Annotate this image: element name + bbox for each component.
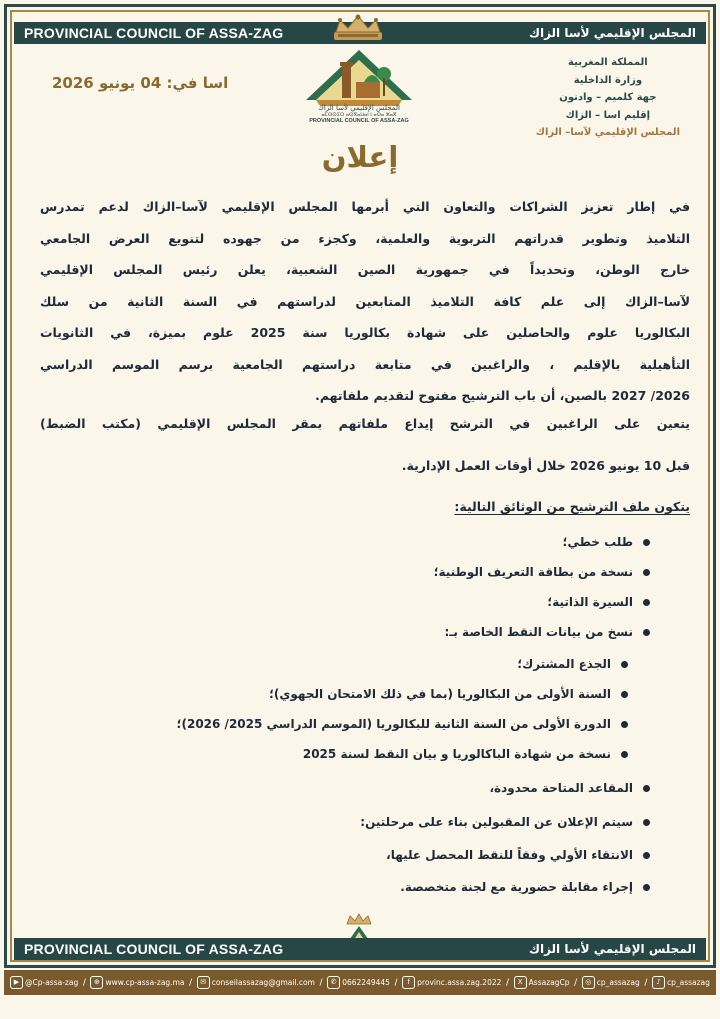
- bullet-icon: [621, 691, 628, 698]
- note-text: إجراء مقابلة حضورية مع لجنة متخصصة.: [400, 880, 633, 894]
- facebook-icon: f: [402, 976, 415, 989]
- page-title: إعلان: [321, 140, 399, 174]
- sub-list-item-text: الجذع المشترك؛: [517, 657, 611, 671]
- mail-icon: ✉: [197, 976, 210, 989]
- header-region: جهة كلميم – وادنون: [559, 92, 657, 103]
- sub-list-item: [303, 747, 628, 761]
- header-kingdom: المملكة المغربية: [568, 57, 648, 68]
- note-item: [360, 815, 650, 829]
- footer-youtube[interactable]: [10, 976, 78, 989]
- logo-en-text: PROVINCIAL COUNCIL OF ASSA-ZAG: [309, 118, 409, 124]
- bullet-icon: [643, 819, 650, 826]
- footer-separator: /: [574, 977, 578, 988]
- footer-instagram-text: cp_assazag: [596, 978, 640, 987]
- footer-whatsapp-text: 0662249445: [342, 978, 390, 987]
- bullet-icon: [643, 569, 650, 576]
- footer-separator: /: [394, 977, 398, 988]
- footer-separator: /: [189, 977, 193, 988]
- header-province: إقليم اسا – الزاك: [565, 109, 651, 121]
- globe-icon: ⊕: [90, 976, 103, 989]
- bullet-icon: [643, 599, 650, 606]
- footer-separator: /: [506, 977, 510, 988]
- banner-ar-title: المجلس الإقليمي لأسا الزاك: [528, 26, 696, 40]
- bullet-icon: [621, 721, 628, 728]
- crown-icon: [330, 14, 386, 42]
- logo-caption: [296, 104, 422, 124]
- deadline-text: قبل 10 يونيو 2026 خلال أوقات العمل الإدارية.: [401, 458, 690, 473]
- documents-list-title: يتكون ملف الترشيح من الوثائق التالية:: [454, 499, 690, 514]
- footer-x-text: AssazagCp: [528, 978, 570, 987]
- note-text: سيتم الإعلان عن المقبولين بناء على مرحلتين:: [360, 815, 633, 829]
- footer-tiktok-text: cp_assazag: [666, 978, 710, 987]
- sub-list-item-text: السنة الأولى من البكالوريا (بما في ذلك الامتحان الجهوي)؛: [269, 687, 611, 701]
- intro-paragraph: [40, 191, 690, 412]
- issue-date: اسا في: 04 يونيو 2026: [52, 74, 229, 92]
- bullet-icon: [621, 661, 628, 668]
- institution-header: [536, 54, 680, 142]
- sub-list-item-text: نسخة من شهادة الباكالوريا و بيان النقط لسنة 2025: [302, 747, 611, 761]
- intro-line: التلاميذ وتطوير قدراتهم التربوية والعلمية، وكجزء من جهوده لتنويع العرض الجامعي: [40, 230, 690, 246]
- bullet-icon: [643, 539, 650, 546]
- bullet-icon: [643, 629, 650, 636]
- logo-tifinagh-text: ⴰⵎⵙⵙⵉⵔ ⴰⵙⴳⴰⵡⴰⵏ ⵏ ⴰⵙⴰ ⵣⴰⴳ: [321, 112, 397, 118]
- bullet-icon: [621, 751, 628, 758]
- footer-website-text: www.cp-assa-zag.ma: [105, 978, 185, 987]
- bottom-banner: [14, 938, 706, 960]
- note-item: [489, 781, 650, 795]
- list-item: [563, 535, 650, 549]
- bullet-icon: [643, 852, 650, 859]
- intro-line: البكالوريا علوم والحاصلين على شهادة بكالوريا سنة 2025 علوم بميزة، في الثانويات: [40, 325, 690, 340]
- sub-list-item-text: الدورة الأولى من السنة الثانية للبكالوريا (الموسم الدراسي 2025/ 2026)؛: [176, 717, 611, 731]
- whatsapp-icon: ✆: [327, 976, 340, 989]
- sub-list-item: [517, 657, 628, 671]
- footer-separator: /: [319, 977, 323, 988]
- banner-en-title: PROVINCIAL COUNCIL OF ASSA-ZAG: [24, 25, 284, 41]
- footer-email-text: conseilassazag@gmail.com: [211, 978, 315, 987]
- list-item: [434, 565, 650, 579]
- footer-youtube-text: @Cp-assa-zag: [25, 978, 79, 987]
- footer-email[interactable]: [197, 976, 315, 989]
- intro-line: 2026/ 2027 بالصين، أن باب الترشيح مفتوح لتقديم ملفاتهم.: [315, 388, 690, 403]
- note-item: [386, 848, 650, 862]
- intro-line: التأهيلية بالإقليم ، والراغبين في متابعة دراستهم الجامعية برسم الموسم الدراسي: [40, 356, 690, 372]
- list-item: [547, 595, 650, 609]
- footer-website[interactable]: [90, 976, 184, 989]
- bullet-icon: [643, 884, 650, 891]
- footer-x[interactable]: [514, 976, 570, 989]
- footer-instagram[interactable]: [582, 976, 640, 989]
- header-council: المجلس الإقليمي لآسا– الزاك: [535, 127, 680, 138]
- footer-facebook-text: provinc.assa.zag.2022: [417, 978, 502, 987]
- instagram-icon: ◎: [582, 976, 595, 989]
- intro-line: لآسا–الزاك إلى علم كافة التلاميذ المتابعين لدراستهم في السنة الثانية من سلك: [40, 293, 690, 309]
- list-item-text: السيرة الذاتية؛: [547, 595, 633, 609]
- footer-separator: /: [82, 977, 86, 988]
- intro-line: خارج الوطن، وتحديداً في جمهورية الصين الشعبية، يعلن رئيس المجلس الإقليمي: [40, 262, 690, 277]
- footer-whatsapp[interactable]: [327, 976, 390, 989]
- logo-ar-text: المجلس الإقليمي لأسا الزاك: [318, 104, 400, 112]
- banner-en-title: PROVINCIAL COUNCIL OF ASSA-ZAG: [24, 941, 284, 957]
- footer-facebook[interactable]: [402, 976, 501, 989]
- note-text: المقاعد المتاحة محدودة،: [489, 781, 633, 795]
- x-icon: X: [514, 976, 527, 989]
- contact-footer: [4, 970, 716, 995]
- youtube-icon: ▶: [10, 976, 23, 989]
- submission-paragraph: يتعين على الراغبين في الترشح إيداع ملفاتهم بمقر المجلس الإقليمي (مكتب الضبط): [40, 416, 690, 431]
- tiktok-icon: ♪: [652, 976, 665, 989]
- footer-separator: /: [644, 977, 648, 988]
- list-item-text: طلب خطي؛: [562, 535, 633, 549]
- bullet-icon: [643, 785, 650, 792]
- intro-line: في إطار تعزيز الشراكات والتعاون التي أبرمها المجلس الإقليمي لآسا–الزاك لدعم تمدرس: [40, 199, 690, 214]
- list-item-text: نسخة من بطاقة التعريف الوطنية؛: [433, 565, 633, 579]
- list-item: [444, 625, 650, 639]
- list-item-text: نسخ من بيانات النقط الخاصة بـ:: [444, 625, 633, 639]
- banner-ar-title: المجلس الإقليمي لأسا الزاك: [528, 942, 696, 956]
- note-text: الانتقاء الأولي وفقاً للنقط المحصل عليها،: [386, 848, 633, 862]
- footer-tiktok[interactable]: [652, 976, 710, 989]
- sub-list-item: [177, 717, 628, 731]
- sub-list-item: [269, 687, 628, 701]
- header-ministry: وزارة الداخلية: [573, 74, 643, 86]
- note-item: [400, 880, 650, 894]
